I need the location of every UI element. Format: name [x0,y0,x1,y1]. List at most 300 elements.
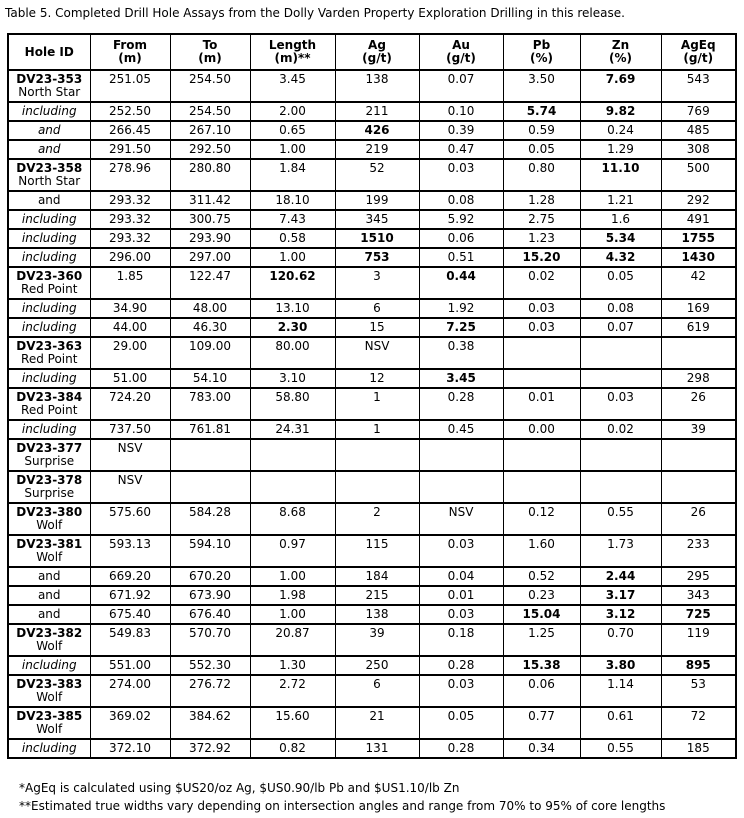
cell-ageq: 53 [661,675,736,707]
cell-pb: 0.02 [503,267,580,299]
cell-to: 570.70 [170,624,250,656]
table-row [8,535,736,567]
cell-from: 575.60 [90,503,170,535]
cell-length: 13.10 [250,299,335,318]
cell-from: 372.10 [90,739,170,758]
cell-pb: 15.20 [503,248,580,267]
cell-to: 46.30 [170,318,250,337]
cell-zn: 5.34 [580,229,661,248]
zone-name: Wolf [36,690,63,704]
cell-pb: 15.38 [503,656,580,675]
cell-ag: 6 [335,675,419,707]
cell-from: 549.83 [90,624,170,656]
cell-ag: 1 [335,388,419,420]
row-label-cell [8,535,90,567]
cell-au: 0.08 [419,191,503,210]
cell-to: 673.90 [170,586,250,605]
cell-ag: 115 [335,535,419,567]
column-unit: (m)** [274,51,311,65]
cell-length: 2.30 [250,318,335,337]
cell-from: 669.20 [90,567,170,586]
column-unit: (%) [609,51,632,65]
table-row [8,605,736,624]
cell-pb: 0.34 [503,739,580,758]
cell-zn: 1.6 [580,210,661,229]
cell-to: 276.72 [170,675,250,707]
cell-au: 0.39 [419,121,503,140]
hole-id: DV23-377 [16,441,83,455]
cell-au: 0.04 [419,567,503,586]
table-row [8,586,736,605]
row-label-cell: including [8,229,90,248]
zone-name: Wolf [36,550,63,564]
hole-id: DV23-383 [16,677,83,691]
cell-ag: 250 [335,656,419,675]
cell-ag: 15 [335,318,419,337]
cell-length: 24.31 [250,420,335,439]
row-label-cell: and [8,567,90,586]
zone-name: Surprise [24,454,75,468]
column-header-au [419,34,503,70]
hole-id: DV23-363 [16,339,83,353]
cell-pb: 1.23 [503,229,580,248]
cell-from: 293.32 [90,191,170,210]
table-row [8,624,736,656]
cell-ageq: 233 [661,535,736,567]
table-row [8,210,736,229]
cell-ageq: 26 [661,388,736,420]
cell-ageq: 725 [661,605,736,624]
table-row [8,229,736,248]
column-label: Ag [368,38,386,52]
hole-id: DV23-358 [16,161,83,175]
row-label-cell: including [8,299,90,318]
cell-zn: 0.70 [580,624,661,656]
table-row [8,121,736,140]
cell-zn [580,369,661,388]
cell-to [170,439,250,471]
row-label-cell [8,70,90,102]
cell-ageq: 895 [661,656,736,675]
column-unit: (m) [198,51,222,65]
table-row [8,675,736,707]
column-header-ag [335,34,419,70]
cell-zn: 0.61 [580,707,661,739]
cell-from: 266.45 [90,121,170,140]
row-label-cell [8,503,90,535]
zone-name: Wolf [36,518,63,532]
cell-zn: 1.73 [580,535,661,567]
cell-au: 0.38 [419,337,503,369]
cell-to: 372.92 [170,739,250,758]
table-row [8,191,736,210]
cell-au [419,439,503,471]
cell-to [170,471,250,503]
zone-name: Red Point [21,352,78,366]
column-header-from [90,34,170,70]
cell-zn: 3.12 [580,605,661,624]
cell-from: 251.05 [90,70,170,102]
cell-to: 109.00 [170,337,250,369]
cell-to: 122.47 [170,267,250,299]
table-row [8,656,736,675]
assay-table-head [8,34,736,70]
cell-au: 7.25 [419,318,503,337]
row-label-cell: including [8,210,90,229]
cell-length: 3.45 [250,70,335,102]
cell-length: 1.00 [250,140,335,159]
cell-ageq: 769 [661,102,736,121]
cell-length: 1.00 [250,567,335,586]
cell-from: 293.32 [90,229,170,248]
cell-au [419,471,503,503]
cell-pb: 1.25 [503,624,580,656]
cell-ageq: 42 [661,267,736,299]
cell-zn: 1.14 [580,675,661,707]
cell-au: 0.06 [419,229,503,248]
cell-to: 254.50 [170,70,250,102]
zone-name: Wolf [36,722,63,736]
cell-zn: 0.55 [580,503,661,535]
table-row [8,707,736,739]
row-label-cell [8,267,90,299]
cell-ag: 21 [335,707,419,739]
cell-ageq: 500 [661,159,736,191]
cell-ageq: 485 [661,121,736,140]
cell-zn: 4.32 [580,248,661,267]
column-label: Length [268,38,317,52]
cell-from: 278.96 [90,159,170,191]
zone-name: North Star [18,174,81,188]
cell-to: 293.90 [170,229,250,248]
table-row [8,248,736,267]
column-header-pb [503,34,580,70]
row-label-cell: and [8,586,90,605]
cell-from: 34.90 [90,299,170,318]
column-header-length [250,34,335,70]
column-unit: (g/t) [362,51,392,65]
cell-ageq: 72 [661,707,736,739]
cell-to: 676.40 [170,605,250,624]
cell-pb: 0.59 [503,121,580,140]
cell-from: 29.00 [90,337,170,369]
cell-to: 292.50 [170,140,250,159]
cell-ageq: 308 [661,140,736,159]
cell-from: 737.50 [90,420,170,439]
cell-zn: 0.05 [580,267,661,299]
cell-pb: 2.75 [503,210,580,229]
table-row [8,140,736,159]
cell-to: 297.00 [170,248,250,267]
hole-id: DV23-384 [16,390,83,404]
row-label-cell [8,439,90,471]
table-row [8,567,736,586]
cell-from: 293.32 [90,210,170,229]
cell-length: 1.00 [250,248,335,267]
hole-id: DV23-380 [16,505,83,519]
column-label: AgEq [680,38,716,52]
cell-au: 0.05 [419,707,503,739]
cell-length: 0.97 [250,535,335,567]
table-row [8,471,736,503]
cell-pb: 0.06 [503,675,580,707]
cell-pb [503,439,580,471]
cell-length: 8.68 [250,503,335,535]
column-header-zn [580,34,661,70]
cell-au: 0.18 [419,624,503,656]
zone-name: Red Point [21,282,78,296]
row-label-cell [8,707,90,739]
cell-length: 1.84 [250,159,335,191]
column-label: Au [452,38,470,52]
cell-zn: 0.03 [580,388,661,420]
zone-name: Red Point [21,403,78,417]
cell-length: 2.72 [250,675,335,707]
cell-ag: 1510 [335,229,419,248]
cell-ag [335,439,419,471]
cell-au: 0.01 [419,586,503,605]
cell-ageq: 39 [661,420,736,439]
column-unit: (g/t) [683,51,714,65]
cell-zn [580,439,661,471]
cell-length: 15.60 [250,707,335,739]
cell-pb: 1.60 [503,535,580,567]
cell-from: NSV [90,471,170,503]
cell-zn: 0.08 [580,299,661,318]
column-header-to [170,34,250,70]
cell-ageq: 491 [661,210,736,229]
cell-zn: 1.29 [580,140,661,159]
cell-ag: 12 [335,369,419,388]
row-label-cell [8,624,90,656]
cell-from: 296.00 [90,248,170,267]
cell-zn: 0.02 [580,420,661,439]
cell-ageq: 292 [661,191,736,210]
row-label-cell: including [8,656,90,675]
row-label-cell [8,159,90,191]
column-label: Zn [611,38,630,52]
cell-to: 584.28 [170,503,250,535]
cell-length: 0.82 [250,739,335,758]
column-header-ageq [661,34,736,70]
column-label: To [202,38,218,52]
cell-to: 300.75 [170,210,250,229]
cell-au: 0.28 [419,739,503,758]
cell-from: NSV [90,439,170,471]
cell-pb: 0.52 [503,567,580,586]
cell-au: 0.10 [419,102,503,121]
row-label-cell [8,337,90,369]
cell-ag: 211 [335,102,419,121]
cell-zn: 11.10 [580,159,661,191]
cell-ageq: 343 [661,586,736,605]
cell-length: 7.43 [250,210,335,229]
column-unit: (g/t) [446,51,476,65]
cell-zn: 0.24 [580,121,661,140]
table-row [8,159,736,191]
header-row [8,34,736,70]
cell-ageq [661,337,736,369]
cell-length: 58.80 [250,388,335,420]
cell-pb: 0.03 [503,318,580,337]
cell-from: 724.20 [90,388,170,420]
column-label: From [112,38,148,52]
assay-table [7,33,737,759]
table-row [8,420,736,439]
cell-ag [335,471,419,503]
zone-name: Surprise [24,486,75,500]
cell-ag: 215 [335,586,419,605]
cell-pb: 0.77 [503,707,580,739]
cell-zn: 9.82 [580,102,661,121]
table-row [8,388,736,420]
table-row [8,369,736,388]
table-row [8,739,736,758]
cell-length: 1.98 [250,586,335,605]
cell-zn: 1.21 [580,191,661,210]
table-row [8,299,736,318]
cell-ageq: 1755 [661,229,736,248]
cell-from: 369.02 [90,707,170,739]
cell-zn: 3.80 [580,656,661,675]
table-row [8,267,736,299]
footnotes [19,779,744,815]
footnote-true-widths: **Estimated true widths vary depending on intersection angles and range from 70% to 95% of core lengths [19,799,666,813]
hole-id: DV23-378 [16,473,83,487]
cell-to: 761.81 [170,420,250,439]
cell-pb: 0.01 [503,388,580,420]
cell-ag: 1 [335,420,419,439]
cell-ag: 6 [335,299,419,318]
cell-to: 594.10 [170,535,250,567]
cell-pb: 5.74 [503,102,580,121]
cell-pb: 0.03 [503,299,580,318]
cell-ageq: 295 [661,567,736,586]
cell-from: 671.92 [90,586,170,605]
table-row [8,102,736,121]
cell-ageq: 185 [661,739,736,758]
hole-id: DV23-382 [16,626,83,640]
cell-zn: 0.55 [580,739,661,758]
page-title: Table 5. Completed Drill Hole Assays from the Dolly Varden Property Exploration Drilling in this release. [5,6,625,20]
cell-au: 3.45 [419,369,503,388]
column-unit: (m) [118,51,142,65]
row-label-cell: and [8,605,90,624]
column-label: Hole ID [24,44,74,59]
cell-ag: 138 [335,70,419,102]
table-row [8,318,736,337]
cell-ageq: 26 [661,503,736,535]
cell-from: 252.50 [90,102,170,121]
row-label-cell: and [8,121,90,140]
row-label-cell: including [8,420,90,439]
cell-pb: 1.28 [503,191,580,210]
row-label-cell: and [8,191,90,210]
cell-length: 0.58 [250,229,335,248]
cell-au: 5.92 [419,210,503,229]
cell-zn: 0.07 [580,318,661,337]
cell-ag: 199 [335,191,419,210]
cell-length: 3.10 [250,369,335,388]
row-label-cell: including [8,739,90,758]
column-header-hole-id [8,34,90,70]
row-label-cell: including [8,248,90,267]
cell-zn: 3.17 [580,586,661,605]
row-label-cell [8,388,90,420]
cell-au: 0.45 [419,420,503,439]
cell-zn [580,337,661,369]
cell-pb: 0.23 [503,586,580,605]
cell-ageq: 298 [661,369,736,388]
row-label-cell: including [8,318,90,337]
table-row [8,70,736,102]
cell-ageq: 1430 [661,248,736,267]
footnote-ageq: *AgEq is calculated using $US20/oz Ag, $US0.90/lb Pb and $US1.10/lb Zn [19,781,460,795]
cell-to: 783.00 [170,388,250,420]
assay-table-body [8,70,736,758]
cell-to: 48.00 [170,299,250,318]
cell-length: 0.65 [250,121,335,140]
cell-ageq [661,439,736,471]
cell-pb [503,471,580,503]
cell-ag: NSV [335,337,419,369]
cell-au: 0.51 [419,248,503,267]
cell-from: 291.50 [90,140,170,159]
cell-ag: 131 [335,739,419,758]
cell-zn: 2.44 [580,567,661,586]
cell-au: 0.07 [419,70,503,102]
row-label-cell: including [8,369,90,388]
table-row [8,337,736,369]
cell-length [250,471,335,503]
zone-name: Wolf [36,639,63,653]
row-label-cell: including [8,102,90,121]
cell-length: 1.30 [250,656,335,675]
hole-id: DV23-381 [16,537,83,551]
cell-ag: 184 [335,567,419,586]
cell-to: 552.30 [170,656,250,675]
cell-ag: 345 [335,210,419,229]
cell-zn [580,471,661,503]
cell-to: 311.42 [170,191,250,210]
cell-length: 120.62 [250,267,335,299]
cell-length: 80.00 [250,337,335,369]
cell-ageq [661,471,736,503]
cell-ag: 52 [335,159,419,191]
cell-ag: 426 [335,121,419,140]
cell-zn: 7.69 [580,70,661,102]
hole-id: DV23-360 [16,269,83,283]
cell-to: 384.62 [170,707,250,739]
row-label-cell: and [8,140,90,159]
row-label-cell [8,675,90,707]
cell-au: 0.03 [419,535,503,567]
cell-pb [503,337,580,369]
cell-au: NSV [419,503,503,535]
cell-from: 593.13 [90,535,170,567]
cell-pb [503,369,580,388]
cell-ageq: 169 [661,299,736,318]
cell-au: 0.44 [419,267,503,299]
cell-ag: 219 [335,140,419,159]
cell-au: 0.03 [419,159,503,191]
cell-pb: 15.04 [503,605,580,624]
cell-pb: 0.05 [503,140,580,159]
cell-pb: 3.50 [503,70,580,102]
cell-length: 1.00 [250,605,335,624]
cell-ageq: 119 [661,624,736,656]
cell-to: 254.50 [170,102,250,121]
